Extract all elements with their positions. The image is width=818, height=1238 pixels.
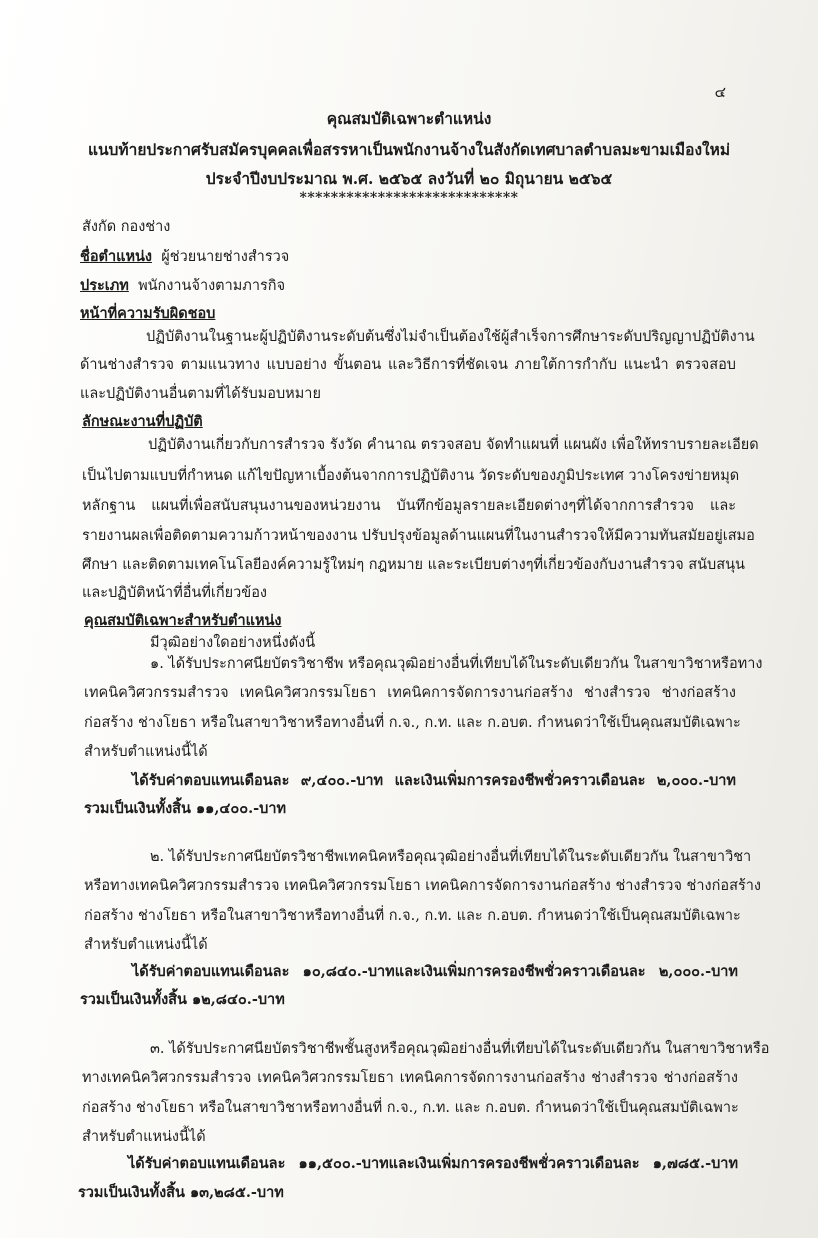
work-line: หลักฐาน แผนที่เพื่อสนับสนุนงานของหน่วยงาน บันทึกข้อมูลรายละเอียดต่างๆที่ได้จากการสำรวจ และ [82,498,736,514]
work-line: และปฏิบัติหน้าที่อื่นที่เกี่ยวข้อง [82,585,268,601]
qualification-title: คุณสมบัติเฉพาะสำหรับตำแหน่ง [84,612,282,629]
qualification-item-line: ก่อสร้าง ช่างโยธา หรือในสาขาวิชาหรือทางอื่นที่ ก.จ., ก.ท. และ ก.อบต. กำหนดว่าใช้เป็นคุณสมบัติเฉพาะ [84,908,741,924]
work-title: ลักษณะงานที่ปฏิบัติ [82,413,203,430]
position-value: ผู้ช่วยนายช่างสำรวจ [161,249,290,265]
qualification-pay: ได้รับค่าตอบแทนเดือนละ ๑๑,๕๐๐.-บาทและเงินเพิ่มการครองชีพชั่วคราวเดือนละ ๑,๗๘๕.-บาท [128,1155,738,1172]
type-value: พนักงานจ้างตามภารกิจ [138,278,286,294]
qualification-item-line: สำหรับตำแหน่งนี้ได้ [84,937,208,953]
responsibility-line: และปฏิบัติงานอื่นตามที่ได้รับมอบหมาย [80,386,321,402]
qualification-item-line: ๓. ได้รับประกาศนียบัตรวิชาชีพชั้นสูงหรือคุณวุฒิอย่างอื่นที่เทียบได้ในระดับเดียวกัน ในสาขาวิชาหรือ [150,1041,770,1057]
qualification-item-line: ๑. ได้รับประกาศนียบัตรวิชาชีพ หรือคุณวุฒิอย่างอื่นที่เทียบได้ในระดับเดียวกัน ในสาขาวิชาหรือทาง [150,656,763,672]
position-label: ชื่อตำแหน่ง [80,248,153,265]
qualification-item-line: สำหรับตำแหน่งนี้ได้ [82,1129,206,1145]
type-row [80,276,285,296]
heading-separator: **************************** [299,190,519,206]
qualification-item-line: ๒. ได้รับประกาศนียบัตรวิชาชีพเทคนิคหรือคุณวุฒิอย่างอื่นที่เทียบได้ในระดับเดียวกัน ในสาขาวิชา [150,849,752,865]
position-row [80,247,289,267]
qualification-item-line: สำหรับตำแหน่งนี้ได้ [84,744,208,760]
qualification-total: รวมเป็นเงินทั้งสิ้น ๑๑,๔๐๐.-บาท [84,800,287,817]
qualification-total: รวมเป็นเงินทั้งสิ้น ๑๒,๘๔๐.-บาท [80,991,285,1008]
qualification-item-line: เทคนิควิศวกรรมสำรวจ เทคนิควิศวกรรมโยธา เทคนิคการจัดการงานก่อสร้าง ช่างสำรวจ ช่างก่อสร้าง [84,685,736,701]
qualification-pay: ได้รับค่าตอบแทนเดือนละ ๑๐,๘๔๐.-บาทและเงินเพิ่มการครองชีพชั่วคราวเดือนละ ๒,๐๐๐.-บาท [132,963,738,980]
heading-fiscal-year: ประจำปีงบประมาณ พ.ศ. ๒๕๖๕ ลงวันที่ ๒๐ มิถุนายน ๒๕๖๕ [205,169,613,188]
page-number: ๔ [714,83,726,101]
type-label: ประเภท [80,277,129,294]
work-line: รายงานผลเพื่อติดตามความก้าวหน้าของงาน ปรับปรุงข้อมูลด้านแผนที่ในงานสำรวจให้มีความทันสมัยอยู่เสมอ [82,528,755,544]
qualification-item-line: หรือทางเทคนิควิศวกรรมสำรวจ เทคนิควิศวกรรมโยธา เทคนิคการจัดการงานก่อสร้าง ช่างสำรวจ ช่างก่อสร้าง [84,878,761,894]
qualification-item-line: ทางเทคนิควิศวกรรมสำรวจ เทคนิควิศวกรรมโยธา เทคนิคการจัดการงานก่อสร้าง ช่างสำรวจ ช่างก่อสร้าง [82,1070,738,1086]
qualification-pay: ได้รับค่าตอบแทนเดือนละ ๙,๔๐๐.-บาท และเงินเพิ่มการครองชีพชั่วคราวเดือนละ ๒,๐๐๐.-บาท [132,772,736,789]
responsibility-title: หน้าที่ความรับผิดชอบ [80,305,216,322]
heading-subtitle: แนบท้ายประกาศรับสมัครบุคคลเพื่อสรรหาเป็นพนักงานจ้างในสังกัดเทศบาลตำบลมะขามเมืองใหม่ [87,140,731,159]
heading-title: คุณสมบัติเฉพาะตำแหน่ง [326,109,492,128]
work-line: เป็นไปตามแบบที่กำหนด แก้ไขปัญหาเบื้องต้นจากการปฏิบัติงาน วัดระดับของภูมิประเทศ วางโครงข่ายหมุด [82,468,740,484]
responsibility-line: ด้านช่างสำรวจ ตามแนวทาง แบบอย่าง ขั้นตอน และวิธีการที่ชัดเจน ภายใต้การกำกับ แนะนำ ตรวจสอบ [80,357,736,373]
responsibility-line: ปฏิบัติงานในฐานะผู้ปฏิบัติงานระดับต้นซึ่งไม่จำเป็นต้องใช้ผู้สำเร็จการศึกษาระดับปริญญาปฏิบัติงาน [146,329,755,345]
qualification-total: รวมเป็นเงินทั้งสิ้น ๑๓,๒๘๕.-บาท [78,1184,284,1201]
qualification-item-line: ก่อสร้าง ช่างโยธา หรือในสาขาวิชาหรือทางอื่นที่ ก.จ., ก.ท. และ ก.อบต. กำหนดว่าใช้เป็นคุณสมบัติเฉพาะ [82,1100,739,1116]
qualification-intro: มีวุฒิอย่างใดอย่างหนึ่งดังนี้ [150,635,316,651]
affiliation: สังกัด กองช่าง [82,219,171,235]
work-line: ปฏิบัติงานเกี่ยวกับการสำรวจ รังวัด คำนาณ ตรวจสอบ จัดทำแผนที่ แผนผัง เพื่อให้ทราบรายละเอียด [148,437,759,453]
work-line: ศึกษา และติดตามเทคโนโลยีองค์ความรู้ใหม่ๆ กฎหมาย และระเบียบต่างๆที่เกี่ยวข้องกับงานสำรวจ สนับสนุน [82,557,745,573]
qualification-item-line: ก่อสร้าง ช่างโยธา หรือในสาขาวิชาหรือทางอื่นที่ ก.จ., ก.ท. และ ก.อบต. กำหนดว่าใช้เป็นคุณสมบัติเฉพาะ [84,715,741,731]
